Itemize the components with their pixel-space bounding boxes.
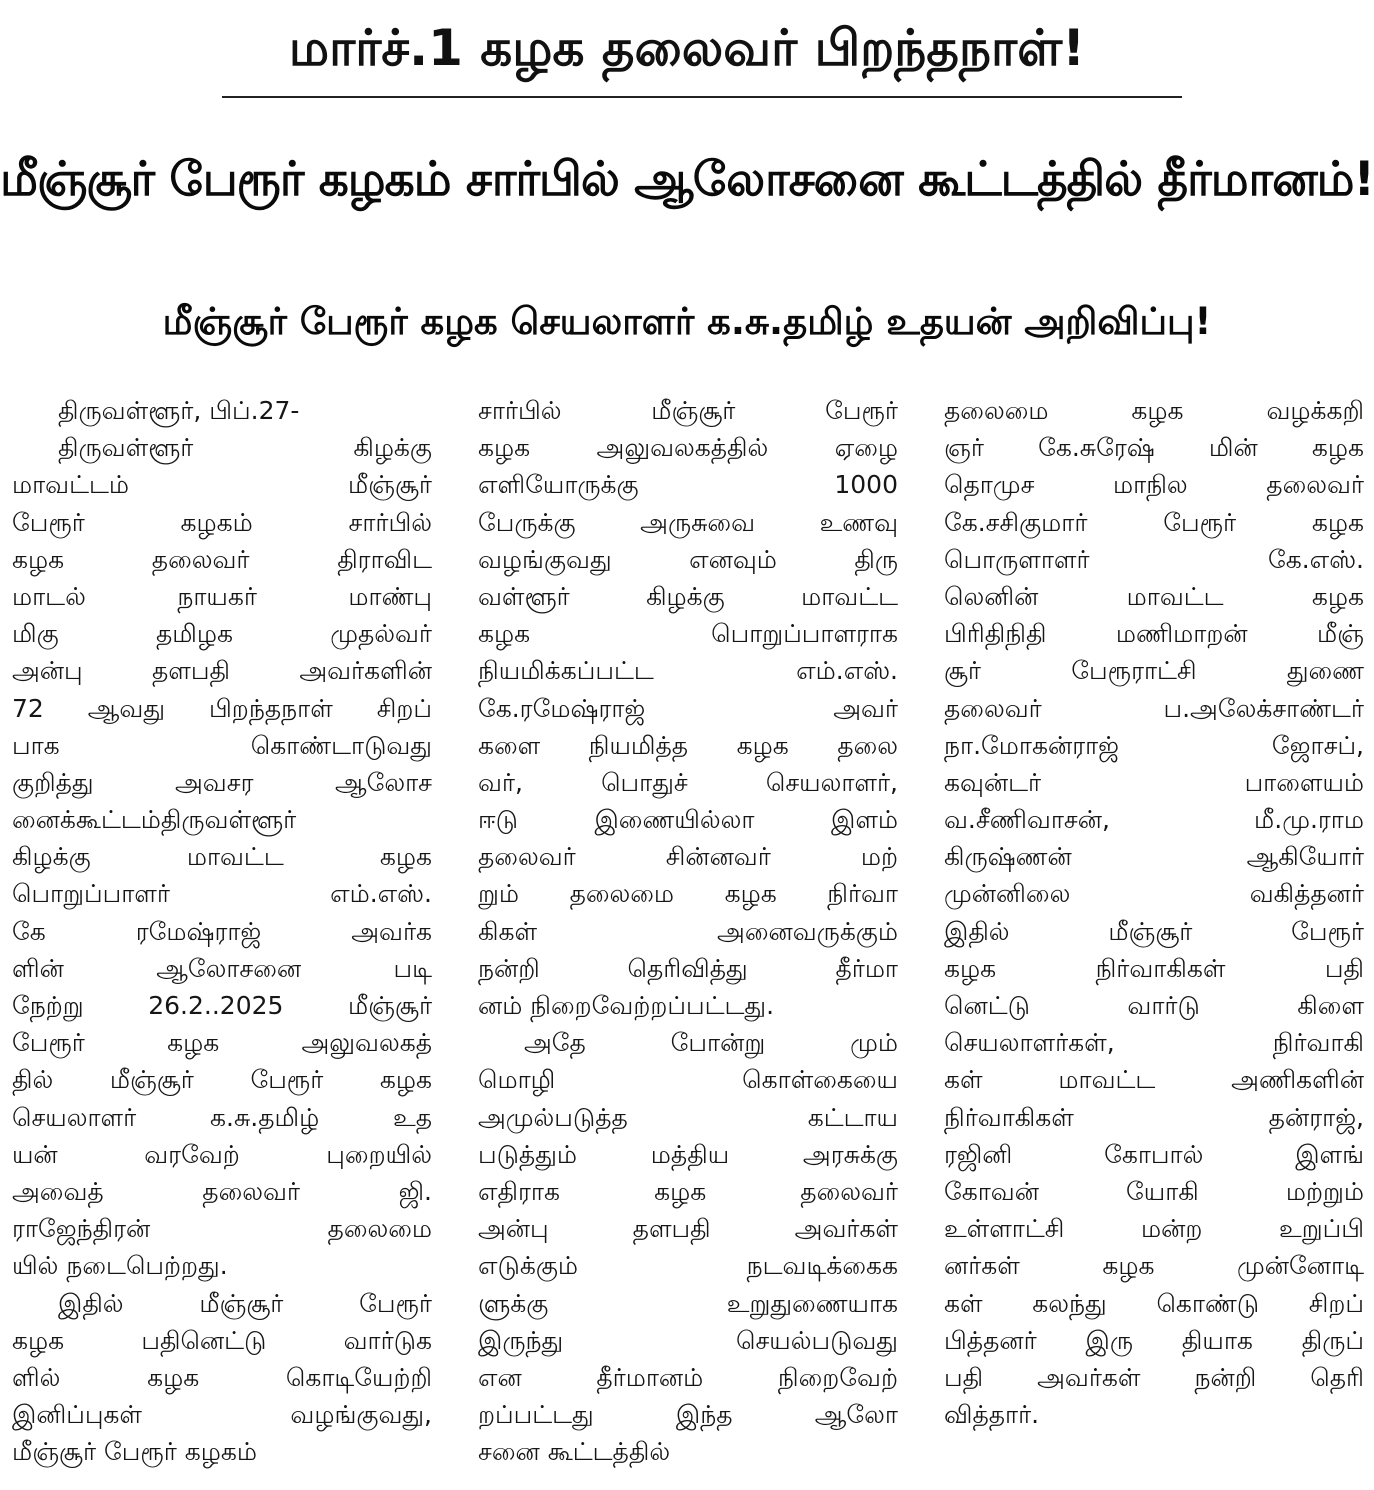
- article-line: அன்பு தளபதி அவர்கள்: [478, 1214, 898, 1244]
- article-column-2: [478, 392, 898, 1482]
- article-line: கே.சசிகுமார் பேரூர் கழக: [944, 507, 1364, 537]
- kicker-headline: மார்ச்.1 கழக தலைவர் பிறந்தநாள்!: [288, 19, 1086, 77]
- article-line: 72 ஆவது பிறந்தநாள் சிறப்: [12, 693, 432, 723]
- article-line: உள்ளாட்சி மன்ற உறுப்பி: [944, 1214, 1364, 1244]
- article-line: யன் வரவேற் புறையில்: [12, 1139, 432, 1169]
- article-line: இதில் மீஞ்சூர் பேரூர்: [944, 916, 1364, 946]
- article-line: என தீர்மானம் நிறைவேற்: [478, 1362, 898, 1392]
- article-line: மாவட்டம் மீஞ்சூர்: [12, 470, 432, 500]
- article-line: நேற்று 26.2..2025 மீஞ்சூர்: [12, 991, 432, 1020]
- article-line: வித்தார்.: [944, 1400, 1040, 1430]
- article-line: வள்ளூர் கிழக்கு மாவட்ட: [478, 581, 898, 611]
- article-line: வர், பொதுச் செயலாளர்,: [478, 767, 898, 797]
- article-line: னைக்கூட்டம்திருவள்ளூர்: [12, 805, 297, 835]
- article-line: நியமிக்கப்பட்ட எம்.எஸ்.: [478, 656, 898, 686]
- article-line: மிகு தமிழக முதல்வர்: [12, 619, 432, 649]
- article-line: பேருக்கு அருசுவை உணவு: [478, 507, 898, 537]
- article-line: ளுக்கு உறுதுணையாக: [478, 1288, 898, 1318]
- article-line: தலைவர் சின்னவர் மற்: [478, 842, 898, 872]
- article-line: திருவள்ளூர், பிப்.27-: [58, 396, 300, 425]
- article-line: முன்னிலை வகித்தனர்: [944, 879, 1364, 909]
- article-column-1: [12, 392, 432, 1482]
- article-line: தொமுச மாநில தலைவர்: [944, 470, 1364, 500]
- article-line: அன்பு தளபதி அவர்களின்: [12, 656, 432, 686]
- article-line: ஞர் கே.சுரேஷ் மின் கழக: [944, 433, 1364, 463]
- article-line: அதே போன்று மும்: [524, 1028, 898, 1058]
- article-column-3: [944, 392, 1364, 1482]
- article-line: பிரிதிநிதி மணிமாறன் மீஞ்: [944, 619, 1364, 649]
- article-line: கழக நிர்வாகிகள் பதி: [944, 953, 1364, 983]
- article-line: பேரூர் கழக அலுவலகத்: [12, 1028, 432, 1058]
- article-line: திருவள்ளூர் கிழக்கு: [58, 433, 432, 463]
- article-line: நா.மோகன்ராஜ் ஜோசப்,: [944, 730, 1364, 760]
- article-line: செயலாளர் க.சு.தமிழ் உத: [12, 1102, 432, 1132]
- article-line: தலைமை கழக வழக்கறி: [944, 396, 1364, 425]
- article-line: அமுல்படுத்த கட்டாய: [478, 1102, 898, 1132]
- article-line: றும் தலைமை கழக நிர்வா: [478, 879, 898, 909]
- article-line: கள் மாவட்ட அணிகளின்: [944, 1065, 1364, 1095]
- article-line: மீஞ்சூர் பேரூர் கழகம்: [12, 1437, 257, 1467]
- article-line: சூர் பேரூராட்சி துணை: [944, 656, 1364, 686]
- article-line: பேரூர் கழகம் சார்பில்: [12, 507, 432, 537]
- article-line: கவுன்டர் பாளையம்: [944, 767, 1364, 797]
- kicker-rule: [222, 96, 1182, 98]
- article-line: இதில் மீஞ்சூர் பேரூர்: [58, 1288, 432, 1318]
- article-line: கழக பொறுப்பாளராக: [478, 619, 898, 649]
- article-line: தில் மீஞ்சூர் பேரூர் கழக: [12, 1065, 432, 1095]
- article-line: பித்தனர் இரு தியாக திருப்: [944, 1325, 1364, 1355]
- article-line: கோவன் யோகி மற்றும்: [944, 1176, 1364, 1206]
- article-line: மொழி கொள்கையை: [478, 1065, 898, 1095]
- article-line: எதிராக கழக தலைவர்: [478, 1176, 898, 1206]
- article-line: னெட்டு வார்டு கிளை: [944, 991, 1364, 1020]
- article-line: கிகள் அனைவருக்கும்: [478, 916, 898, 946]
- article-line: கழக தலைவர் திராவிட: [12, 544, 432, 574]
- article-line: றப்பட்டது இந்த ஆலோ: [478, 1400, 898, 1430]
- article-line: இனிப்புகள் வழங்குவது,: [12, 1400, 432, 1430]
- article-line: கிழக்கு மாவட்ட கழக: [12, 842, 432, 872]
- article-line: சனை கூட்டத்தில்: [478, 1437, 671, 1467]
- article-line: னம் நிறைவேற்றப்பட்டது.: [478, 991, 775, 1020]
- article-line: கிருஷ்ணன் ஆகியோர்: [944, 842, 1364, 872]
- article-line: செயலாளர்கள், நிர்வாகி: [944, 1028, 1364, 1058]
- article-line: நன்றி தெரிவித்து தீர்மா: [478, 953, 898, 983]
- article-line: யில் நடைபெற்றது.: [12, 1251, 228, 1281]
- article-line: பொருளாளர் கே.எஸ்.: [944, 544, 1364, 574]
- article-line: குறித்து அவசர ஆலோச: [12, 767, 432, 797]
- article-line: எளியோருக்கு 1000: [478, 470, 898, 500]
- article-line: அவைத் தலைவர் ஜி.: [12, 1176, 432, 1206]
- article-line: கே.ரமேஷ்ராஜ் அவர்: [478, 693, 898, 723]
- article-line: லெனின் மாவட்ட கழக: [944, 581, 1364, 611]
- article-line: ளின் ஆலோசனை படி: [12, 953, 432, 983]
- article-line: பாக கொண்டாடுவது: [12, 730, 432, 760]
- article-line: படுத்தும் மத்திய அரசுக்கு: [478, 1139, 898, 1169]
- article-line: கே ரமேஷ்ராஜ் அவர்க: [12, 916, 432, 946]
- article-line: நிர்வாகிகள் தன்ராஜ்,: [944, 1102, 1364, 1132]
- article-line: இருந்து செயல்படுவது: [478, 1325, 898, 1355]
- article-line: வழங்குவது எனவும் திரு: [478, 544, 898, 574]
- article-line: மாடல் நாயகர் மாண்பு: [12, 581, 432, 611]
- article-line: னர்கள் கழக முன்னோடி: [944, 1251, 1364, 1281]
- article-line: ரஜினி கோபால் இளங்: [944, 1139, 1364, 1169]
- main-headline: மீஞ்சூர் பேரூர் கழகம் சார்பில் ஆலோசனை கூட்டத்தில் தீர்மானம்!: [0, 152, 1374, 207]
- article-line: பதி அவர்கள் நன்றி தெரி: [944, 1362, 1364, 1392]
- article-line: சார்பில் மீஞ்சூர் பேரூர்: [478, 396, 898, 425]
- article-line: வ.சீணிவாசன், மீ.மு.ராம: [944, 805, 1364, 835]
- article-line: கள் கலந்து கொண்டு சிறப்: [944, 1288, 1364, 1318]
- article-line: களை நியமித்த கழக தலை: [478, 730, 898, 760]
- article-line: எடுக்கும் நடவடிக்கைக: [478, 1251, 898, 1281]
- article-line: தலைவர் ப.அலேக்சாண்டர்: [944, 693, 1364, 723]
- article-line: ஈடு இணையில்லா இளம்: [478, 805, 898, 835]
- article-line: பொறுப்பாளர் எம்.எஸ்.: [12, 879, 432, 909]
- article-line: கழக பதினெட்டு வார்டுக: [12, 1325, 432, 1355]
- article-line: கழக அலுவலகத்தில் ஏழை: [478, 433, 898, 463]
- sub-headline: மீஞ்சூர் பேரூர் கழக செயலாளர் க.சு.தமிழ் உதயன் அறிவிப்பு!: [162, 300, 1212, 343]
- article-line: ளில் கழக கொடியேற்றி: [12, 1362, 432, 1392]
- article-line: ராஜேந்திரன் தலைமை: [12, 1214, 432, 1244]
